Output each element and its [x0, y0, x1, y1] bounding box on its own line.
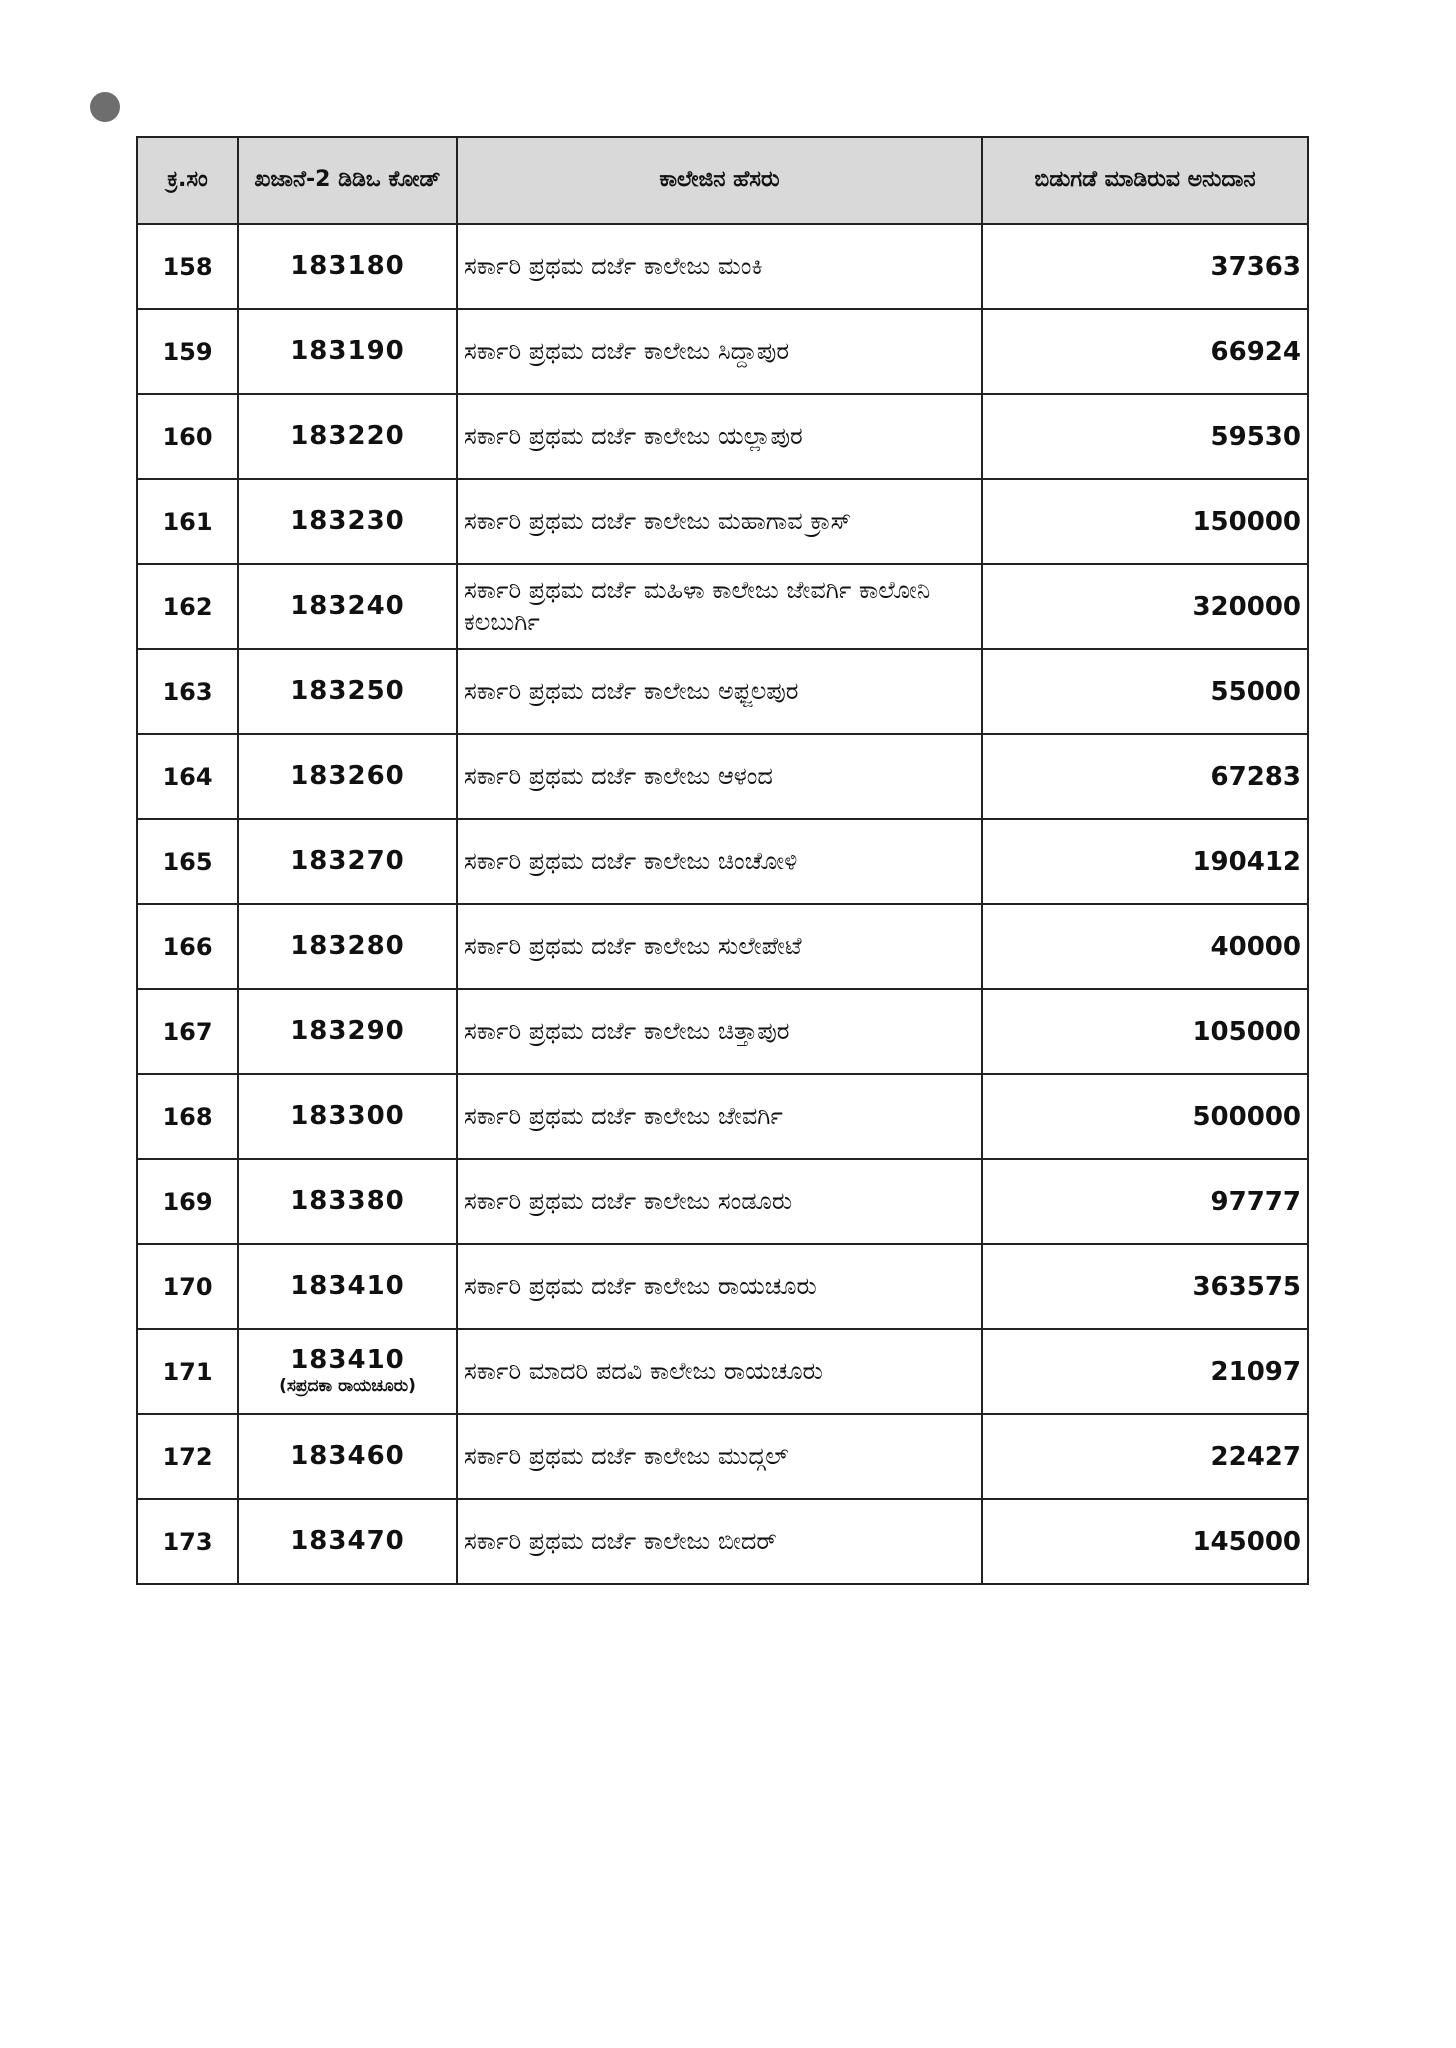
released-grant-cell: 59530 [982, 394, 1308, 479]
college-name-cell: ಸರ್ಕಾರಿ ಮಾದರಿ ಪದವಿ ಕಾಲೇಜು ರಾಯಚೂರು [457, 1329, 982, 1414]
serial-number-cell: 160 [137, 394, 238, 479]
ddo-code-value: 183410 [290, 1345, 405, 1376]
college-name-cell: ಸರ್ಕಾರಿ ಪ್ರಥಮ ದರ್ಜೆ ಕಾಲೇಜು ಮಹಾಗಾವ ಕ್ರಾಸ್ [457, 479, 982, 564]
ddo-code-cell [238, 309, 457, 394]
released-grant-cell: 105000 [982, 989, 1308, 1074]
ddo-code-value: 183240 [290, 591, 405, 622]
released-grant-cell: 190412 [982, 819, 1308, 904]
college-name-cell: ಸರ್ಕಾರಿ ಪ್ರಥಮ ದರ್ಜೆ ಕಾಲೇಜು ಬೀದರ್ [457, 1499, 982, 1584]
ddo-code-value: 183280 [290, 931, 405, 962]
college-name-cell: ಸರ್ಕಾರಿ ಪ್ರಥಮ ದರ್ಜೆ ಕಾಲೇಜು ಸುಲೇಪೇಟೆ [457, 904, 982, 989]
table-row [137, 989, 1308, 1074]
released-grant-cell: 21097 [982, 1329, 1308, 1414]
ddo-code-cell [238, 1414, 457, 1499]
released-grant-cell: 67283 [982, 734, 1308, 819]
released-grant-cell: 145000 [982, 1499, 1308, 1584]
ddo-code-value: 183220 [290, 421, 405, 452]
serial-number-cell: 164 [137, 734, 238, 819]
released-grant-cell: 66924 [982, 309, 1308, 394]
table-row [137, 564, 1308, 649]
released-grant-cell: 37363 [982, 224, 1308, 309]
ddo-code-value: 183230 [290, 506, 405, 537]
college-name-cell: ಸರ್ಕಾರಿ ಪ್ರಥಮ ದರ್ಜೆ ಕಾಲೇಜು ಜೇವರ್ಗಿ [457, 1074, 982, 1159]
table-row [137, 309, 1308, 394]
ddo-code-cell [238, 1329, 457, 1414]
ddo-code-value: 183290 [290, 1016, 405, 1047]
table-row [137, 734, 1308, 819]
college-name-cell: ಸರ್ಕಾರಿ ಪ್ರಥಮ ದರ್ಜೆ ಕಾಲೇಜು ಅಫ್ಜಲಪುರ [457, 649, 982, 734]
ddo-code-value: 183180 [290, 251, 405, 282]
college-name-cell: ಸರ್ಕಾರಿ ಪ್ರಥಮ ದರ್ಜೆ ಕಾಲೇಜು ಚಿತ್ತಾಪುರ [457, 989, 982, 1074]
ddo-code-cell [238, 224, 457, 309]
ddo-code-value: 183190 [290, 336, 405, 367]
table-row [137, 649, 1308, 734]
table-row [137, 1414, 1308, 1499]
serial-number-cell: 169 [137, 1159, 238, 1244]
table-body [137, 224, 1308, 1584]
serial-number-cell: 173 [137, 1499, 238, 1584]
serial-number-cell: 161 [137, 479, 238, 564]
college-name-cell: ಸರ್ಕಾರಿ ಪ್ರಥಮ ದರ್ಜೆ ಕಾಲೇಜು ಮಂಕಿ [457, 224, 982, 309]
college-name-cell: ಸರ್ಕಾರಿ ಪ್ರಥಮ ದರ್ಜೆ ಕಾಲೇಜು ರಾಯಚೂರು [457, 1244, 982, 1329]
released-grant-cell: 22427 [982, 1414, 1308, 1499]
released-grant-cell: 55000 [982, 649, 1308, 734]
ddo-code-cell [238, 1499, 457, 1584]
released-grant-cell: 320000 [982, 564, 1308, 649]
table-header [137, 137, 1308, 224]
college-name-cell: ಸರ್ಕಾರಿ ಪ್ರಥಮ ದರ್ಜೆ ಕಾಲೇಜು ಯಲ್ಲಾಪುರ [457, 394, 982, 479]
ddo-code-value: 183470 [290, 1526, 405, 1557]
released-grant-cell: 500000 [982, 1074, 1308, 1159]
college-name-cell: ಸರ್ಕಾರಿ ಪ್ರಥಮ ದರ್ಜೆ ಮಹಿಳಾ ಕಾಲೇಜು ಜೇವರ್ಗಿ ಕಾಲೋನಿ ಕಲಬುರ್ಗಿ [457, 564, 982, 649]
ddo-code-note: (ಸಪ್ರದಕಾ ರಾಯಚೂರು) [279, 1375, 416, 1396]
table-row [137, 1499, 1308, 1584]
header-released-grant: ಬಿಡುಗಡೆ ಮಾಡಿರುವ ಅನುದಾನ [982, 137, 1308, 224]
serial-number-cell: 167 [137, 989, 238, 1074]
ddo-code-cell [238, 989, 457, 1074]
serial-number-cell: 159 [137, 309, 238, 394]
released-grant-cell: 150000 [982, 479, 1308, 564]
college-name-cell: ಸರ್ಕಾರಿ ಪ್ರಥಮ ದರ್ಜೆ ಕಾಲೇಜು ಸಂಡೂರು [457, 1159, 982, 1244]
ddo-code-value: 183300 [290, 1101, 405, 1132]
released-grant-cell: 97777 [982, 1159, 1308, 1244]
serial-number-cell: 166 [137, 904, 238, 989]
ddo-code-cell [238, 1244, 457, 1329]
college-name-cell: ಸರ್ಕಾರಿ ಪ್ರಥಮ ದರ್ಜೆ ಕಾಲೇಜು ಚಿಂಚೋಳಿ [457, 819, 982, 904]
punch-hole-mark [90, 92, 120, 122]
ddo-code-value: 183260 [290, 761, 405, 792]
college-name-cell: ಸರ್ಕಾರಿ ಪ್ರಥಮ ದರ್ಜೆ ಕಾಲೇಜು ಆಳಂದ [457, 734, 982, 819]
grant-release-table [136, 136, 1309, 1585]
table-row [137, 394, 1308, 479]
ddo-code-cell [238, 649, 457, 734]
ddo-code-cell [238, 394, 457, 479]
table-row [137, 1159, 1308, 1244]
serial-number-cell: 163 [137, 649, 238, 734]
table-row [137, 1074, 1308, 1159]
header-row [137, 137, 1308, 224]
table-row [137, 819, 1308, 904]
header-serial-number: ಕ್ರ.ಸಂ [137, 137, 238, 224]
serial-number-cell: 158 [137, 224, 238, 309]
serial-number-cell: 165 [137, 819, 238, 904]
ddo-code-cell [238, 734, 457, 819]
table-row [137, 1329, 1308, 1414]
ddo-code-cell [238, 564, 457, 649]
college-name-cell: ಸರ್ಕಾರಿ ಪ್ರಥಮ ದರ್ಜೆ ಕಾಲೇಜು ಮುದ್ಗಲ್ [457, 1414, 982, 1499]
ddo-code-value: 183250 [290, 676, 405, 707]
serial-number-cell: 172 [137, 1414, 238, 1499]
ddo-code-value: 183270 [290, 846, 405, 877]
ddo-code-value: 183380 [290, 1186, 405, 1217]
serial-number-cell: 168 [137, 1074, 238, 1159]
ddo-code-cell [238, 1074, 457, 1159]
table-row [137, 904, 1308, 989]
ddo-code-cell [238, 819, 457, 904]
header-college-name: ಕಾಲೇಜಿನ ಹೆಸರು [457, 137, 982, 224]
table-row [137, 479, 1308, 564]
serial-number-cell: 170 [137, 1244, 238, 1329]
ddo-code-cell [238, 479, 457, 564]
table-row [137, 1244, 1308, 1329]
header-ddo-code: ಖಜಾನೆ-2 ಡಿಡಿಒ ಕೋಡ್ [238, 137, 457, 224]
ddo-code-value: 183460 [290, 1441, 405, 1472]
ddo-code-cell [238, 1159, 457, 1244]
college-name-cell: ಸರ್ಕಾರಿ ಪ್ರಥಮ ದರ್ಜೆ ಕಾಲೇಜು ಸಿದ್ದಾಪುರ [457, 309, 982, 394]
serial-number-cell: 162 [137, 564, 238, 649]
ddo-code-value: 183410 [290, 1271, 405, 1302]
serial-number-cell: 171 [137, 1329, 238, 1414]
released-grant-cell: 363575 [982, 1244, 1308, 1329]
table-row [137, 224, 1308, 309]
ddo-code-cell [238, 904, 457, 989]
released-grant-cell: 40000 [982, 904, 1308, 989]
